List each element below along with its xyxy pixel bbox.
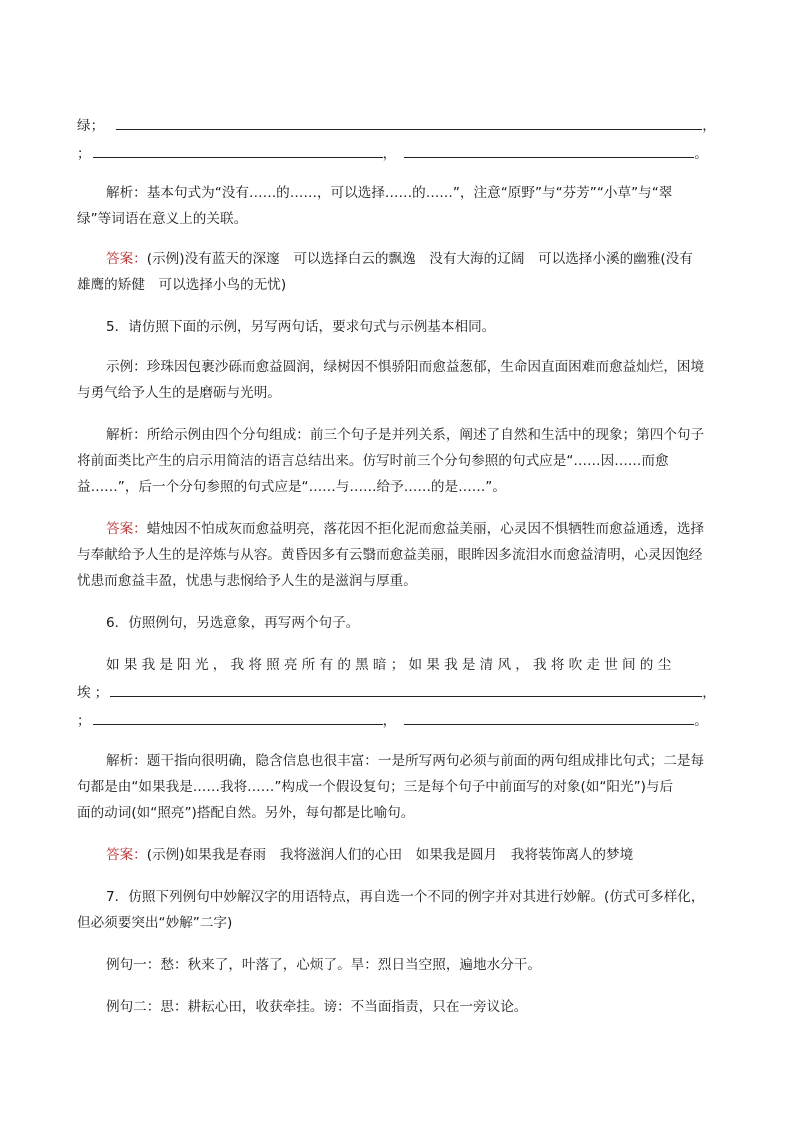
example-5-line-1: 示例：珍珠因包裹沙砾而愈益圆润，绿树因不惧骄阳而愈益葱郁，生命因直面困难而愈益灿烂，困境	[106, 359, 705, 375]
question-5: 5．请仿照下面的示例，另写两句话，要求句式与示例基本相同。	[106, 319, 496, 335]
answer-label: 答案：	[106, 521, 147, 537]
analysis-6-line-1: 解析：题干指向很明确，隐含信息也很丰富：一是所写两句必须与前面的两句组成排比句式；二是每	[106, 753, 705, 769]
answer-label: 答案：	[106, 251, 147, 267]
separator: ，	[702, 685, 716, 701]
fill-in-line-2	[77, 144, 719, 163]
answer-blank[interactable]	[404, 711, 694, 725]
fill-in-line-3	[77, 711, 719, 730]
answer-blank[interactable]	[404, 144, 694, 158]
analysis-5-line-1: 解析：所给示例由四个分句组成：前三个句子是并列关系，阐述了自然和生活中的现象；第四个句子	[106, 427, 705, 443]
separator: ，	[702, 118, 716, 134]
separator: ；	[77, 713, 91, 729]
separator: ，	[382, 146, 397, 162]
separator: ；	[77, 146, 91, 162]
answer-4-line-2: 雄鹰的矫健 可以选择小鸟的无忧)	[77, 277, 287, 293]
example-6-line-1: 如果我是阳光，我将照亮所有的黑暗；如果我是清风，我将吹走世间的尘	[106, 657, 676, 673]
separator: ；	[90, 118, 105, 134]
analysis-5-line-2: 将前面类比产生的启示用简洁的语言总结出来。仿写时前三个分句参照的句式应是“……因……而愈	[77, 453, 669, 469]
example-5-line-2: 与勇气给予人生的是磨砺与光明。	[77, 385, 281, 401]
fill-in-line-1	[77, 116, 719, 135]
answer-text: (示例)如果我是春雨 我将滋润人们的心田 如果我是圆月 我将装饰离人的梦境	[146, 847, 634, 863]
question-6: 6．仿照例句，另选意象，再写两个句子。	[106, 615, 360, 631]
question-7-line-1: 7．仿照下列例句中妙解汉字的用语特点，再自选一个不同的例字并对其进行妙解。(仿式可多样化，	[106, 889, 705, 905]
answer-5-line-2: 与奉献给予人生的是淬炼与从容。黄昏因多有云翳而愈益美丽，眼眸因多流泪水而愈益清明，心灵因饱经	[77, 547, 703, 563]
analysis-6-line-3: 面的动词(如“照亮”)搭配自然。另外，每句都是比喻句。	[77, 805, 415, 821]
analysis-4-line-1: 解析：基本句式为“没有……的……，可以选择……的……”，注意“原野”与“芬芳”“小草”与“翠	[106, 185, 673, 201]
answer-5-line-1	[106, 520, 748, 538]
example-7-sentence-1: 例句一：愁：秋来了，叶落了，心烦了。旱：烈日当空照，遍地水分干。	[106, 957, 541, 973]
answer-blank[interactable]	[93, 711, 383, 725]
answer-5-line-3: 忧患而愈益丰盈，忧患与悲悯给予人生的是滋润与厚重。	[77, 573, 417, 589]
answer-6-line-1	[106, 846, 748, 864]
separator: 。	[694, 146, 708, 162]
example-7-sentence-2: 例句二：思：耕耘心田，收获牵挂。谤：不当面指责，只在一旁议论。	[106, 999, 528, 1015]
analysis-6-line-2: 句都是由“如果我是……我将……”构成一个假设复句；三是每个句子中前面写的对象(如“阳光”)与后	[77, 779, 674, 795]
analysis-4-line-2: 绿”等词语在意义上的关联。	[77, 211, 248, 227]
line-start-text: 埃	[77, 685, 91, 701]
answer-4-line-1	[106, 250, 748, 268]
answer-label: 答案：	[106, 847, 147, 863]
answer-blank[interactable]	[116, 116, 702, 130]
separator: ；	[94, 685, 109, 701]
answer-text: 蜡烛因不怕成灰而愈益明亮，落花因不拒化泥而愈益美丽，心灵因不惧牺牲而愈益通透，选择	[146, 521, 705, 537]
separator: ，	[382, 713, 397, 729]
example-6-line-2	[77, 683, 719, 702]
answer-text: (示例)没有蓝天的深邃 可以选择白云的飘逸 没有大海的辽阔 可以选择小溪的幽雅(没有	[146, 251, 693, 267]
analysis-5-line-3: 益……”，后一个分句参照的句式应是“……与……给予……的是……”。	[77, 479, 506, 495]
question-7-line-2: 但必须要突出“妙解”二字)	[77, 915, 233, 931]
answer-blank[interactable]	[110, 683, 702, 697]
answer-blank[interactable]	[93, 144, 383, 158]
separator: 。	[694, 713, 708, 729]
line-start-text: 绿	[77, 118, 91, 134]
